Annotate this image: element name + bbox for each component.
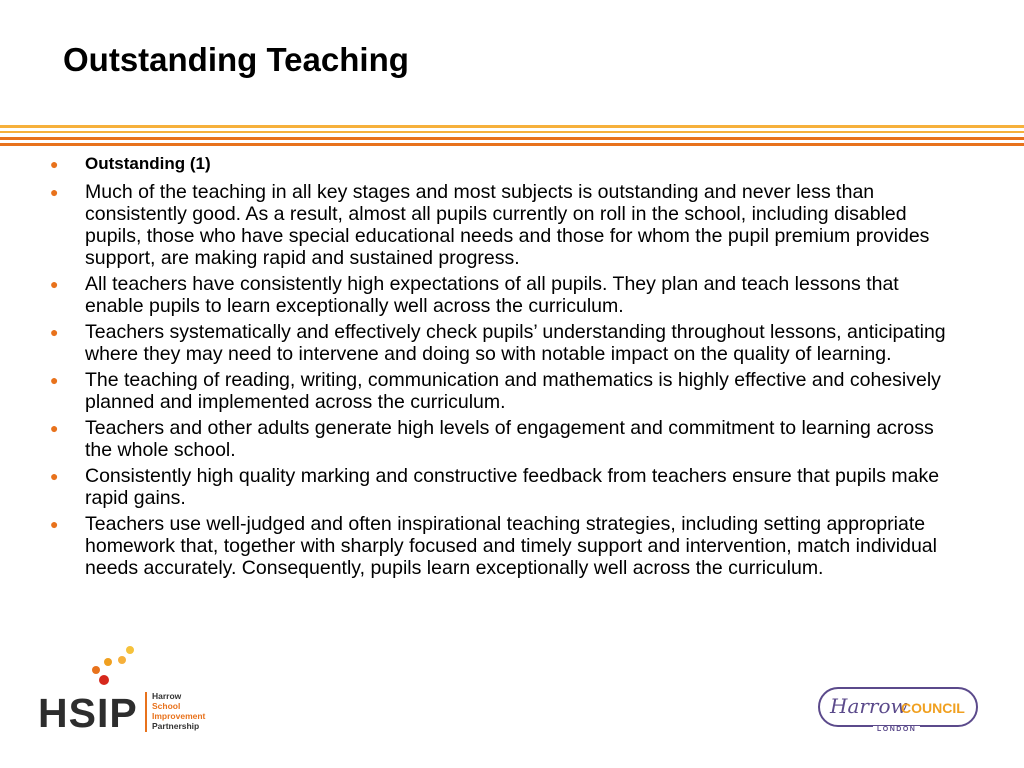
bullet-dot-icon: ● <box>50 420 59 436</box>
header-stripe-1 <box>0 125 1024 128</box>
bullet-item <box>50 181 960 269</box>
bullet-item <box>50 465 960 509</box>
bullet-text: All teachers have consistently high expectations of all pupils. They plan and teach lessons that enable pupils to learn exceptionally well across the curriculum. <box>85 273 899 317</box>
bullet-dot-icon: ● <box>50 276 59 292</box>
bullet-text: Consistently high quality marking and constructive feedback from teachers ensure that pupils make rapid gains. <box>85 465 940 509</box>
hsip-logo <box>38 642 238 742</box>
hsip-divider <box>145 692 147 732</box>
hsip-wordmark: HSIP <box>38 690 138 736</box>
bullet-dot-icon: ● <box>50 372 59 388</box>
council-text: COUNCIL <box>901 700 965 716</box>
bullet-text: Teachers use well-judged and often inspirational teaching strategies, including setting appropriate homework that, together with sharply focused and timely support and intervention, match individual needs accurately. Consequently, pupils learn exceptionally well across the curriculum. <box>85 513 937 579</box>
bullet-dot-icon: ● <box>50 516 59 532</box>
bullet-text: The teaching of reading, writing, communication and mathematics is highly effective and cohesively planned and implemented across the curriculum. <box>85 369 941 413</box>
header-stripe-3 <box>0 137 1024 140</box>
bullet-item <box>50 321 960 365</box>
bullet-text: Teachers and other adults generate high levels of engagement and commitment to learning across the whole school. <box>85 417 934 461</box>
bullet-item <box>50 369 960 413</box>
header-stripe-2 <box>0 131 1024 133</box>
london-text: LONDON <box>873 726 920 733</box>
harrow-council-logo <box>818 687 983 739</box>
bullet-text: Teachers systematically and effectively check pupils’ understanding throughout lessons, anticipating where they may need to intervene and doing so with notable impact on the quality of learning. <box>85 321 946 365</box>
bullet-dot-icon: ● <box>50 156 59 172</box>
bullet-dot-icon: ● <box>50 468 59 484</box>
bullet-dot-icon: ● <box>50 324 59 340</box>
bullet-list <box>50 153 960 583</box>
slide-title: Outstanding Teaching <box>63 41 409 78</box>
bullet-text: Outstanding (1) <box>85 154 211 173</box>
hsip-dots-icon <box>38 642 158 692</box>
bullet-item <box>50 417 960 461</box>
header-stripe-4 <box>0 143 1024 146</box>
harrow-script-text: Harrow <box>830 694 908 718</box>
bullet-item <box>50 513 960 579</box>
bullet-item <box>50 273 960 317</box>
bullet-item <box>50 153 960 175</box>
bullet-text: Much of the teaching in all key stages and most subjects is outstanding and never less than consistently good. As a result, almost all pupils currently on roll in the school, including disabled pupils, those who have special educational needs and those for whom the pupil premium provides support, are making rapid and sustained progress. <box>85 181 930 269</box>
bullet-dot-icon: ● <box>50 184 59 200</box>
hsip-caption: Harrow School Improvement Partnership <box>152 691 206 731</box>
